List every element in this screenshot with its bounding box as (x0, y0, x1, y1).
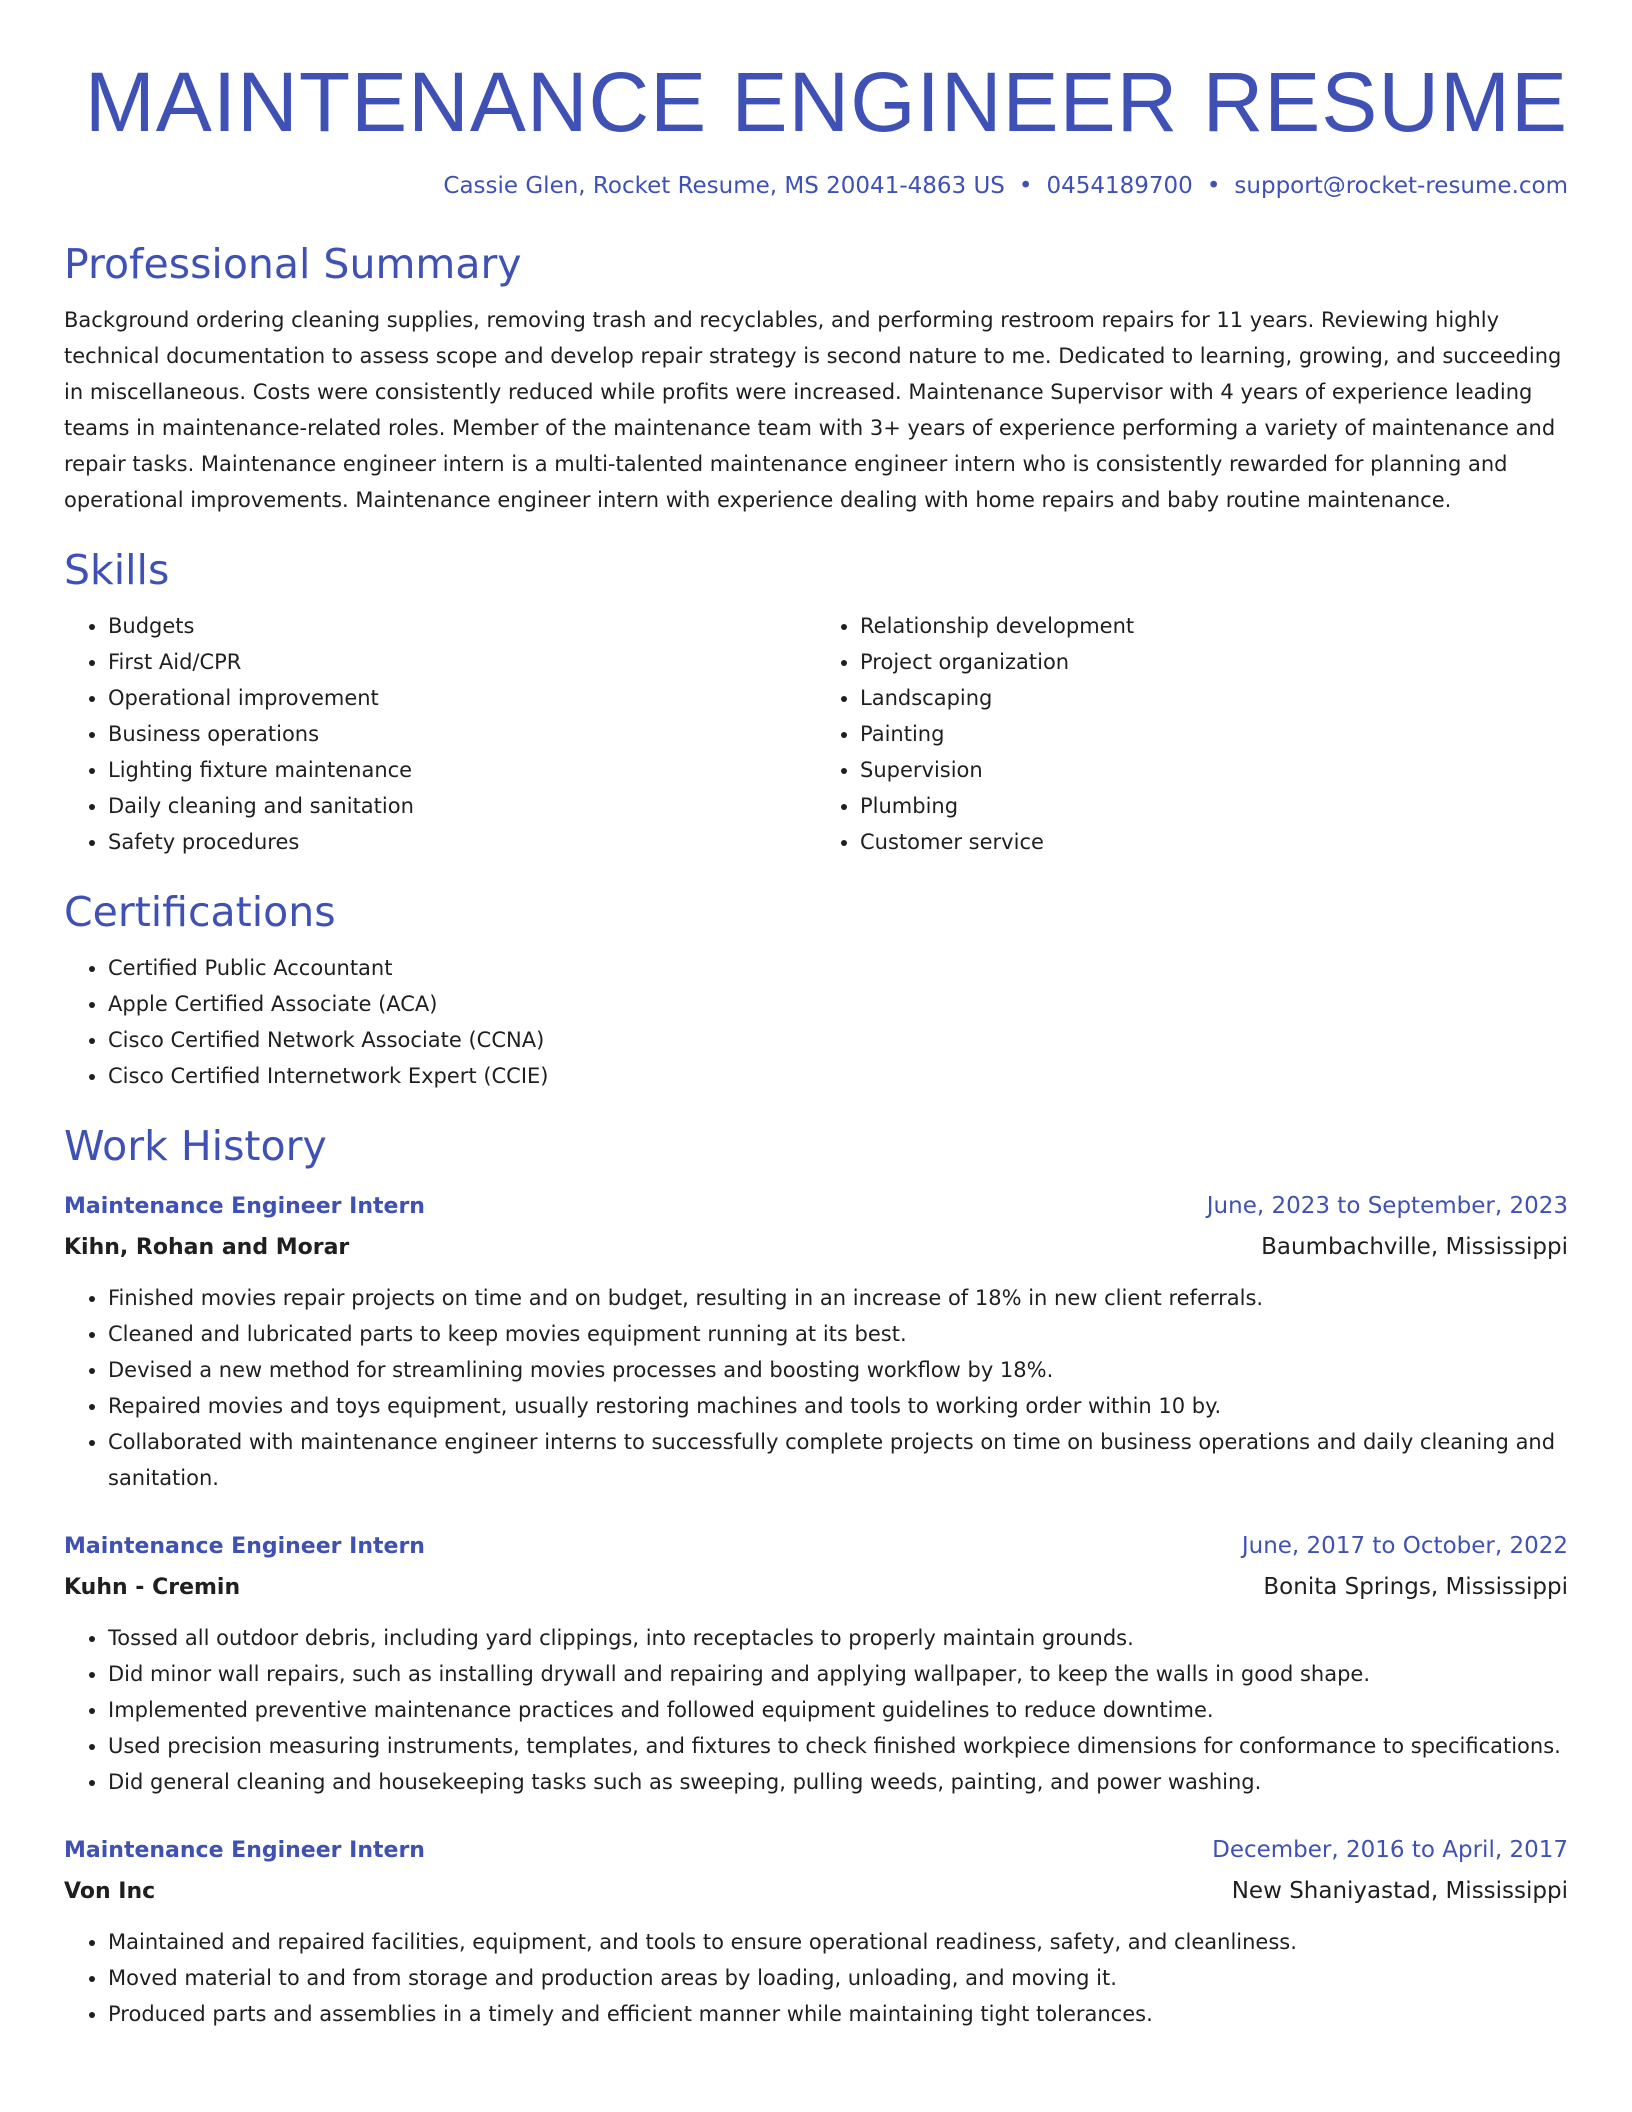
contact-email[interactable]: support@rocket-resume.com (1234, 173, 1568, 199)
job-title-row (64, 1830, 1568, 1871)
summary-text: Background ordering cleaning supplies, removing trash and recyclables, and performing restroom repairs for 11 years. Reviewing highly technical documentation to assess scope and develop repair strategy is second nature to me. Dedicated to learning, growing, and succeeding in miscellaneous. Costs were consistently reduced while profits were increased. Maintenance Supervisor with 4 years of experience leading teams in maintenance-related roles. Member of the maintenance team with 3+ years of experience performing a variety of maintenance and repair tasks. Maintenance engineer intern is a multi-talented maintenance engineer intern who is consistently rewarded for planning and operational improvements. Maintenance engineer intern with experience dealing with home repairs and baby routine maintenance. (64, 308, 1562, 512)
certification-item: • Apple Certified Associate (ACA) (108, 986, 1568, 1022)
job-bullets (64, 1280, 1568, 1496)
section-title-certifications: Certifications (64, 888, 336, 936)
skill-item: • Business operations (108, 716, 816, 752)
skill-item: • Supervision (860, 752, 1568, 788)
job-bullets (64, 1924, 1568, 2032)
certifications-section (64, 884, 1568, 1094)
skill-item: • Daily cleaning and sanitation (108, 788, 816, 824)
job-bullet: • Maintained and repaired facilities, equipment, and tools to ensure operational readiness, safety, and cleanliness. (108, 1924, 1568, 1960)
skills-list-left (64, 608, 816, 860)
job-company-row (64, 1227, 1568, 1268)
skill-item: • First Aid/CPR (108, 644, 816, 680)
resume-header (64, 0, 1568, 202)
job-bullet: • Did general cleaning and housekeeping tasks such as sweeping, pulling weeds, painting, and power washing. (108, 1764, 1568, 1800)
job-bullet: • Produced parts and assemblies in a timely and efficient manner while maintaining tight tolerances. (108, 1996, 1568, 2032)
contact-phone: 0454189700 (1046, 173, 1193, 199)
skill-item: • Relationship development (860, 608, 1568, 644)
certifications-list (64, 950, 1568, 1094)
skill-item: • Budgets (108, 608, 816, 644)
job-bullet: • Cleaned and lubricated parts to keep movies equipment running at its best. (108, 1316, 1568, 1352)
job-company-row (64, 1871, 1568, 1912)
work-history-section (64, 1118, 1568, 2032)
job-title-row (64, 1526, 1568, 1567)
job-location: New Shaniyastad, Mississippi (1231, 1878, 1568, 1904)
job-bullet: • Collaborated with maintenance engineer interns to successfully complete projects on time on business operations and daily cleaning and sanitation. (108, 1424, 1568, 1496)
job-dates: December, 2016 to April, 2017 (1212, 1837, 1568, 1863)
job-title: Maintenance Engineer Intern (64, 1534, 425, 1559)
job-entry (64, 1186, 1568, 1496)
skill-item: • Customer service (860, 824, 1568, 860)
skills-section (64, 542, 1568, 860)
skill-item: • Project organization (860, 644, 1568, 680)
job-entry (64, 1526, 1568, 1800)
jobs-list (64, 1186, 1568, 2032)
contact-separator: • (1018, 173, 1033, 199)
skills-list-right (816, 608, 1568, 860)
section-title-work-history: Work History (64, 1122, 327, 1170)
job-company: Von Inc (64, 1879, 156, 1904)
contact-line (64, 170, 1568, 202)
job-title-row (64, 1186, 1568, 1227)
skill-item: • Plumbing (860, 788, 1568, 824)
job-location: Bonita Springs, Mississippi (1263, 1574, 1568, 1600)
job-company: Kuhn - Cremin (64, 1575, 241, 1600)
job-bullet: • Implemented preventive maintenance practices and followed equipment guidelines to reduce downtime. (108, 1692, 1568, 1728)
job-company-row (64, 1567, 1568, 1608)
job-dates: June, 2023 to September, 2023 (1206, 1193, 1568, 1219)
contact-address: Cassie Glen, Rocket Resume, MS 20041-4863 US (443, 173, 1005, 199)
professional-summary-section (64, 236, 1568, 518)
section-title-skills: Skills (64, 546, 170, 594)
skill-item: • Operational improvement (108, 680, 816, 716)
skill-item: • Lighting fixture maintenance (108, 752, 816, 788)
certification-item: • Certified Public Accountant (108, 950, 1568, 986)
job-company: Kihn, Rohan and Morar (64, 1235, 350, 1260)
skills-grid (64, 608, 1568, 860)
job-entry (64, 1830, 1568, 2032)
job-bullet: • Moved material to and from storage and production areas by loading, unloading, and moving it. (108, 1960, 1568, 1996)
job-bullet: • Repaired movies and toys equipment, usually restoring machines and tools to working order within 10 by. (108, 1388, 1568, 1424)
job-bullet: • Used precision measuring instruments, templates, and fixtures to check finished workpiece dimensions for conformance to specifications. (108, 1728, 1568, 1764)
section-title-summary: Professional Summary (64, 240, 522, 288)
job-dates: June, 2017 to October, 2022 (1241, 1533, 1568, 1559)
job-bullet: • Tossed all outdoor debris, including yard clippings, into receptacles to properly maintain grounds. (108, 1620, 1568, 1656)
certification-item: • Cisco Certified Network Associate (CCNA) (108, 1022, 1568, 1058)
resume-title: MAINTENANCE ENGINEER RESUME (84, 55, 1568, 149)
job-bullets (64, 1620, 1568, 1800)
job-title: Maintenance Engineer Intern (64, 1194, 425, 1219)
skill-item: • Landscaping (860, 680, 1568, 716)
job-bullet: • Did minor wall repairs, such as installing drywall and repairing and applying wallpaper, to keep the walls in good shape. (108, 1656, 1568, 1692)
skill-item: • Painting (860, 716, 1568, 752)
job-title: Maintenance Engineer Intern (64, 1838, 425, 1863)
job-bullet: • Finished movies repair projects on time and on budget, resulting in an increase of 18% in new client referrals. (108, 1280, 1568, 1316)
certification-item: • Cisco Certified Internetwork Expert (CCIE) (108, 1058, 1568, 1094)
job-location: Baumbachville, Mississippi (1261, 1234, 1568, 1260)
job-bullet: • Devised a new method for streamlining movies processes and boosting workflow by 18%. (108, 1352, 1568, 1388)
skill-item: • Safety procedures (108, 824, 816, 860)
contact-separator: • (1206, 173, 1221, 199)
